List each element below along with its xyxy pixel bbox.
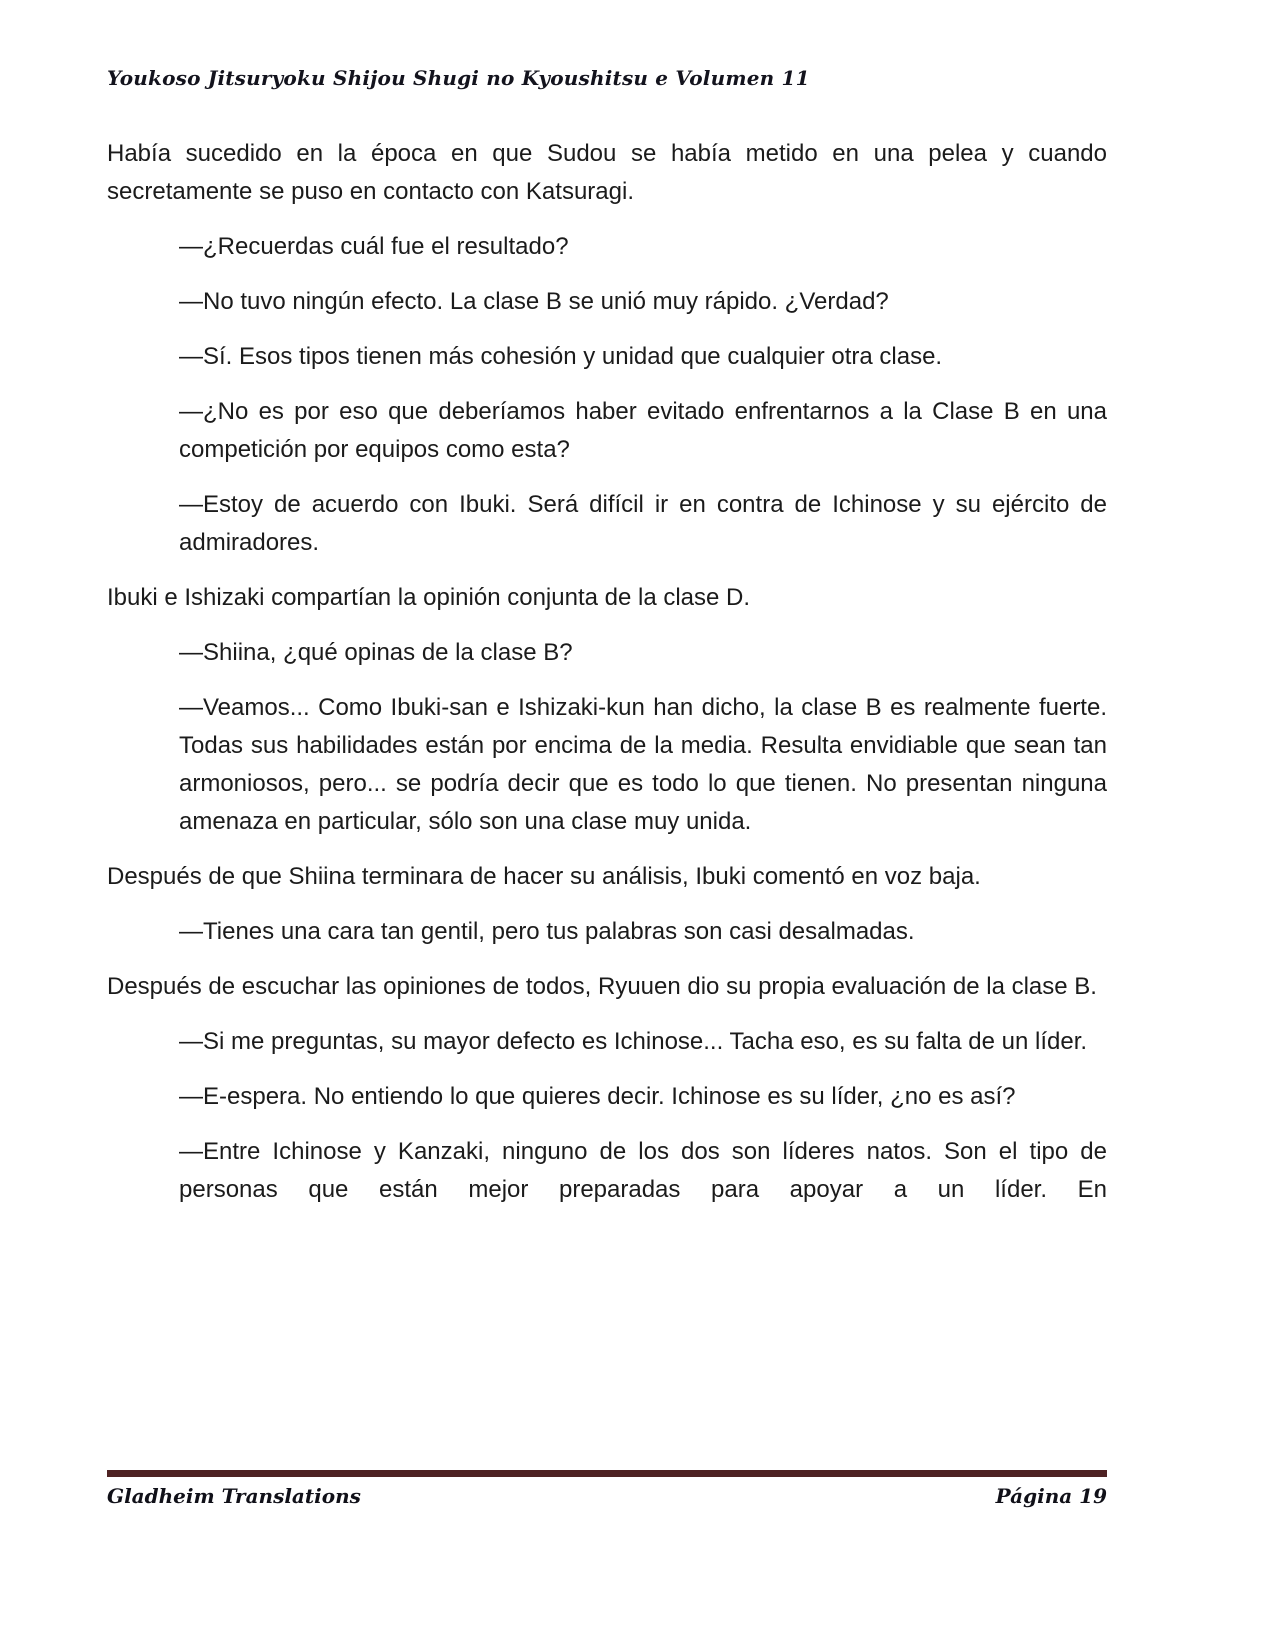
dialogue-paragraph: —¿Recuerdas cuál fue el resultado? <box>179 233 569 260</box>
footer-page-number: Página 19 <box>995 1484 1107 1508</box>
page-footer <box>107 1470 1107 1508</box>
dialogue-paragraph: —E-espera. No entiendo lo que quieres decir. Ichinose es su líder, ¿no es así? <box>179 1083 1016 1110</box>
dialogue-paragraph: —Estoy de acuerdo con Ibuki. Será difícil ir en contra de Ichinose y su ejército de admiradores. <box>179 491 1107 556</box>
footer-translator-credit: Gladheim Translations <box>107 1484 361 1508</box>
dialogue-paragraph: —Sí. Esos tipos tienen más cohesión y unidad que cualquier otra clase. <box>179 343 943 370</box>
dialogue-paragraph: —Shiina, ¿qué opinas de la clase B? <box>179 639 573 666</box>
dialogue-paragraph: —¿No es por eso que deberíamos haber evitado enfrentarnos a la Clase B en una competición por equipos como esta? <box>179 398 1107 463</box>
narration-paragraph: Había sucedido en la época en que Sudou se había metido en una pelea y cuando secretamente se puso en contacto con Katsuragi. <box>107 140 1107 205</box>
footer-divider <box>107 1470 1107 1477</box>
document-body <box>107 135 1107 1226</box>
dialogue-paragraph: —Entre Ichinose y Kanzaki, ninguno de los dos son líderes natos. Son el tipo de personas que están mejor preparadas para apoyar a un líder. En <box>179 1138 1107 1203</box>
footer-row <box>107 1484 1107 1508</box>
narration-paragraph: Después de escuchar las opiniones de todos, Ryuuen dio su propia evaluación de la clase B. <box>107 973 1097 1000</box>
header-title: Youkoso Jitsuryoku Shijou Shugi no Kyoushitsu e Volumen 11 <box>107 66 810 90</box>
dialogue-paragraph: —Tienes una cara tan gentil, pero tus palabras son casi desalmadas. <box>179 918 915 945</box>
narration-paragraph: Después de que Shiina terminara de hacer su análisis, Ibuki comentó en voz baja. <box>107 863 981 890</box>
dialogue-paragraph: —Si me preguntas, su mayor defecto es Ichinose... Tacha eso, es su falta de un líder. <box>179 1028 1088 1055</box>
dialogue-paragraph: —No tuvo ningún efecto. La clase B se unió muy rápido. ¿Verdad? <box>179 288 889 315</box>
narration-paragraph: Ibuki e Ishizaki compartían la opinión conjunta de la clase D. <box>107 584 751 611</box>
page-header <box>107 66 1107 90</box>
dialogue-paragraph: —Veamos... Como Ibuki-san e Ishizaki-kun han dicho, la clase B es realmente fuerte. Todas sus habilidades están por encima de la media. Resulta envidiable que sean tan armoniosos, pero... se podría decir que es todo lo que tienen. No presentan ninguna amenaza en particular, sólo son una clase muy unida. <box>179 694 1107 835</box>
